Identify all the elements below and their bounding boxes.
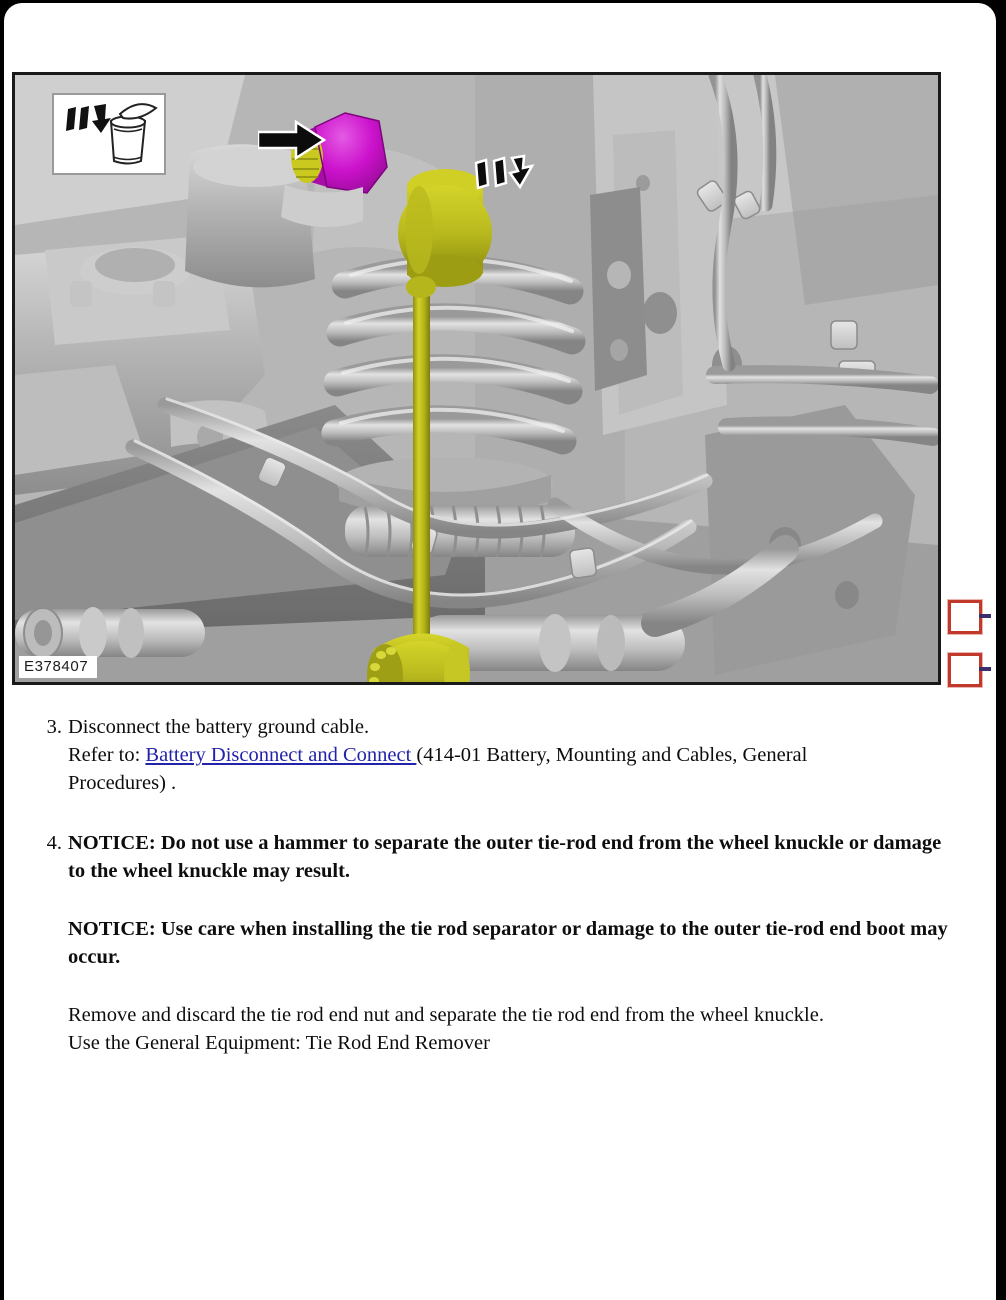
step-4-notice-2: NOTICE: Use care when installing the tie rod separator or damage to the outer tie-rod end boot may occur.	[68, 918, 948, 968]
figure-illustration	[12, 72, 941, 685]
battery-disconnect-link[interactable]: Battery Disconnect and Connect	[145, 744, 417, 766]
tie-rod-separation-arrow	[470, 153, 540, 202]
edge-marker-checkbox-2[interactable]	[948, 653, 982, 687]
step-4-notice-1: NOTICE: Do not use a hammer to separate the outer tie-rod end from the wheel knuckle or damage to the wheel knuckle may result.	[68, 832, 942, 882]
step-3-line-1: Disconnect the battery ground cable.	[68, 716, 370, 738]
step-spacer	[4, 797, 996, 829]
document-page	[4, 3, 996, 1300]
notice-spacer	[68, 885, 950, 915]
step-4-number: 4.	[46, 832, 62, 854]
procedure-steps	[4, 713, 996, 1057]
step-3-number: 3.	[46, 716, 62, 738]
tie-rod-end-nut-arrow	[258, 120, 328, 165]
figure-frame	[12, 72, 941, 685]
edge-marker-checkbox-1[interactable]	[948, 600, 982, 634]
instruction-spacer	[68, 971, 950, 1001]
step-3-reference	[68, 741, 950, 769]
discard-trash-can-icon	[52, 93, 166, 175]
step-3-line-3: Procedures) .	[68, 772, 177, 794]
step-4	[4, 829, 950, 1057]
step-3	[4, 713, 950, 797]
refer-to-prefix: Refer to:	[68, 744, 146, 766]
step-4-line-1: Remove and discard the tie rod end nut and separate the tie rod end from the wheel knuckle.	[68, 1004, 824, 1026]
figure-id-label: E378407	[19, 656, 97, 678]
reference-suffix: (414-01 Battery, Mounting and Cables, General	[416, 744, 808, 766]
step-4-line-2: Use the General Equipment: Tie Rod End Remover	[68, 1032, 490, 1054]
